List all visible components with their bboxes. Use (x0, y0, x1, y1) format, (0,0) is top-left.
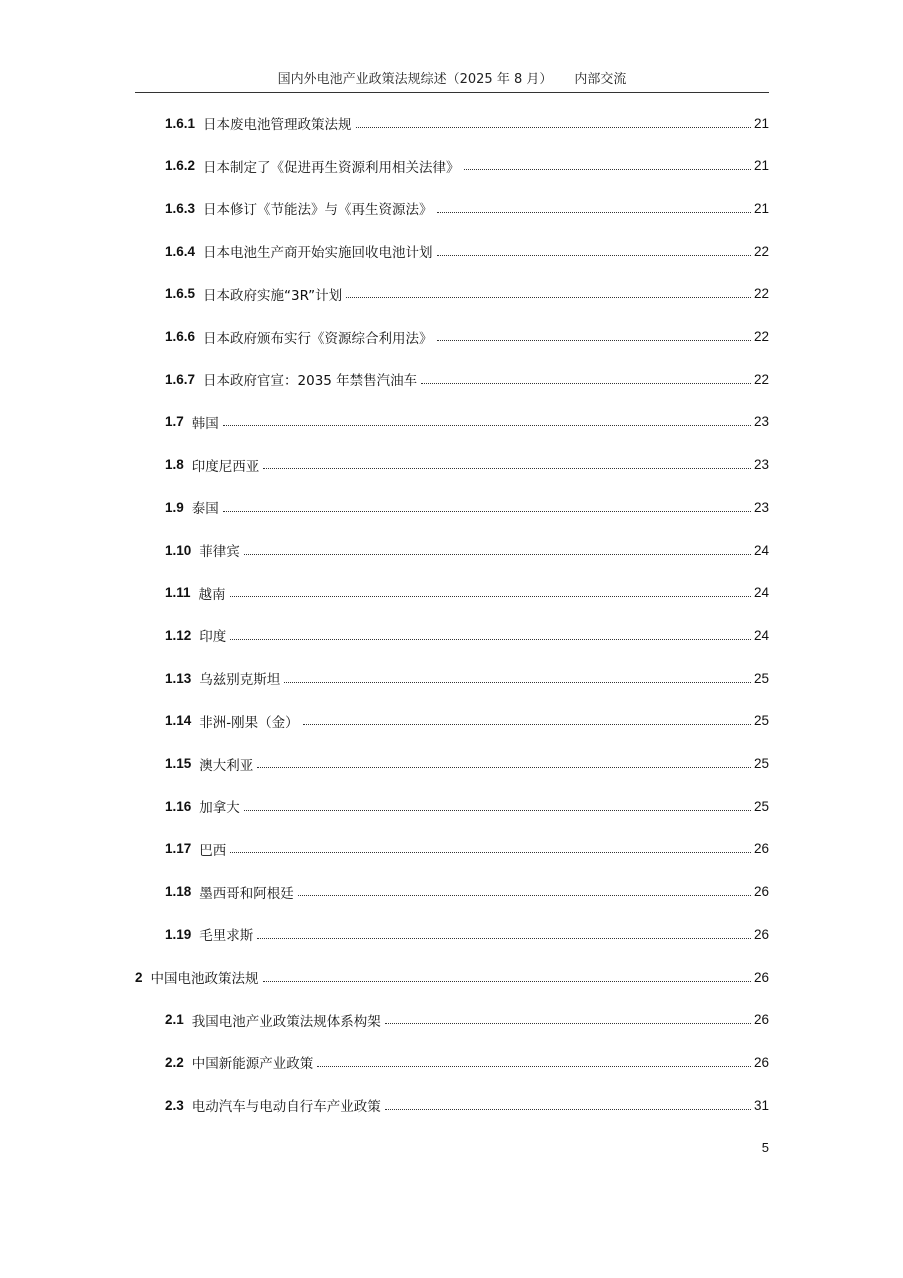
toc-entry-page: 26 (753, 884, 769, 900)
toc-entry-page: 21 (753, 200, 769, 216)
toc-entry[interactable] (165, 667, 769, 689)
toc-entry-title: 日本废电池管理政策法规 (203, 117, 352, 133)
toc-entry-page: 26 (753, 1054, 769, 1070)
toc-dot-leader (437, 212, 751, 213)
toc-entry-title: 印度尼西亚 (191, 458, 260, 475)
toc-entry-page: 21 (753, 115, 769, 131)
page-number: 5 (761, 1140, 769, 1155)
toc-entry-title: 乌兹别克斯坦 (199, 672, 281, 689)
toc-entry-page: 26 (753, 926, 769, 942)
toc-dot-leader (257, 767, 751, 768)
toc-entry-title: 澳大利亚 (199, 757, 254, 774)
toc-entry-page: 26 (753, 1012, 769, 1028)
toc-entry-title: 越南 (198, 586, 226, 603)
header-rule (135, 92, 769, 93)
toc-entry-title: 泰国 (191, 501, 219, 518)
toc-entry[interactable] (165, 582, 769, 604)
toc-entry-title: 加拿大 (199, 800, 240, 817)
toc-entry-number: 2.1 (165, 1012, 184, 1028)
toc-entry-number: 2.2 (165, 1054, 184, 1070)
toc-dot-leader (244, 810, 751, 811)
toc-entry[interactable] (165, 838, 769, 860)
toc-entry[interactable] (165, 539, 769, 561)
toc-dot-leader (385, 1023, 751, 1024)
toc-entry-number: 2 (135, 969, 143, 985)
toc-entry-number: 1.6.5 (165, 286, 196, 302)
toc-entry[interactable] (165, 496, 769, 518)
toc-entry-title: 电动汽车与电动自行车产业政策 (191, 1099, 381, 1116)
toc-entry-title: 日本制定了《促进再生资源利用相关法律》 (203, 159, 460, 176)
toc-dot-leader (437, 340, 751, 341)
toc-entry[interactable] (165, 155, 769, 177)
toc-entry[interactable] (165, 326, 769, 348)
toc-entry-page: 22 (753, 329, 769, 344)
toc-entry-title: 中国新能源产业政策 (191, 1056, 314, 1073)
toc-dot-leader (223, 425, 751, 426)
toc-entry-number: 1.6.1 (165, 115, 196, 131)
toc-entry-title: 日本电池生产商开始实施回收电池计划 (203, 245, 433, 262)
toc-dot-leader (421, 383, 751, 384)
toc-entry[interactable] (165, 454, 769, 476)
toc-entry-number: 1.9 (165, 499, 184, 515)
toc-dot-leader (230, 852, 751, 853)
toc-dot-leader (464, 169, 751, 170)
toc-dot-leader (437, 255, 751, 256)
toc-entry[interactable] (165, 240, 769, 262)
toc-entry-page: 31 (753, 1097, 769, 1113)
toc-dot-leader (284, 682, 751, 683)
toc-entry-title: 中国电池政策法规 (150, 971, 259, 987)
toc-entry[interactable] (165, 1094, 769, 1116)
toc-entry-page: 23 (753, 414, 769, 430)
toc-entry[interactable] (165, 795, 769, 817)
header-label: 内部交流 (574, 72, 627, 87)
toc-entry-title: 墨西哥和阿根廷 (199, 885, 294, 902)
toc-entry-title: 印度 (199, 629, 227, 646)
header-title: 国内外电池产业政策法规综述（2025 年 8 月） (277, 72, 553, 87)
toc-entry-page: 24 (753, 542, 769, 558)
toc-entry-title: 巴西 (199, 842, 227, 859)
toc-entry-page: 23 (753, 499, 769, 515)
toc-entry-page: 25 (753, 670, 769, 686)
toc-entry-page: 22 (753, 286, 769, 302)
toc-entry-number: 1.6.7 (165, 371, 196, 387)
toc-entry[interactable] (165, 411, 769, 433)
toc-entry-number: 1.17 (165, 841, 192, 857)
toc-dot-leader (385, 1109, 751, 1110)
toc-entry-number: 1.7 (165, 414, 184, 430)
toc-dot-leader (263, 468, 751, 469)
toc-entry-title: 毛里求斯 (199, 928, 254, 945)
toc-dot-leader (257, 938, 751, 939)
toc-entry-number: 2.3 (165, 1097, 184, 1113)
toc-entry-page: 26 (753, 841, 769, 857)
toc-entry-page: 25 (753, 713, 769, 729)
toc-entry-number: 1.13 (165, 670, 192, 686)
toc-dot-leader (244, 554, 751, 555)
toc-entry-title: 日本修订《节能法》与《再生资源法》 (203, 202, 433, 219)
toc-entry-page: 21 (753, 158, 769, 174)
toc-entry-number: 1.6.2 (165, 158, 196, 174)
toc-entry-page: 26 (753, 969, 769, 985)
toc-entry-number: 1.19 (165, 926, 192, 942)
toc-entry[interactable] (135, 966, 769, 988)
toc-dot-leader (303, 724, 751, 725)
toc-entry[interactable] (165, 753, 769, 775)
toc-dot-leader (263, 981, 751, 982)
toc-entry-page: 22 (753, 371, 769, 387)
toc-entry-title: 日本政府颁布实行《资源综合利用法》 (203, 330, 433, 347)
toc-entry-title: 非洲-刚果（金） (199, 714, 299, 731)
toc-dot-leader (356, 127, 751, 128)
toc-dot-leader (230, 596, 751, 597)
toc-entry-number: 1.6.6 (165, 329, 196, 344)
toc-entry-number: 1.8 (165, 457, 184, 473)
toc-entry-title: 韩国 (191, 415, 219, 432)
toc-entry[interactable] (165, 112, 769, 134)
toc-entry[interactable] (165, 368, 769, 390)
toc-entry-title: 日本政府实施“3R”计划 (203, 287, 343, 304)
toc-entry-number: 1.12 (165, 627, 192, 643)
toc-entry[interactable] (165, 1051, 769, 1073)
toc-entry[interactable] (165, 624, 769, 646)
toc-dot-leader (223, 511, 751, 512)
toc-entry-page: 22 (753, 243, 769, 259)
toc-entry-page: 24 (753, 585, 769, 601)
toc-entry-page: 25 (753, 756, 769, 771)
toc-entry-page: 24 (753, 627, 769, 643)
toc-entry[interactable] (165, 1009, 769, 1031)
toc-entry-number: 1.6.4 (165, 243, 196, 259)
toc-dot-leader (298, 895, 751, 896)
toc-entry-number: 1.18 (165, 884, 192, 900)
toc-entry-page: 25 (753, 798, 769, 814)
toc-entry-title: 日本政府官宣：2035 年禁售汽油车 (203, 373, 418, 390)
toc-entry-page: 23 (753, 457, 769, 473)
toc-entry[interactable] (165, 283, 769, 305)
toc-entry-number: 1.15 (165, 756, 192, 771)
toc-entry-number: 1.6.3 (165, 200, 196, 216)
toc-entry-number: 1.16 (165, 798, 192, 814)
running-header (135, 68, 769, 87)
toc-entry-number: 1.11 (165, 585, 191, 601)
toc-dot-leader (230, 639, 751, 640)
toc-entry-number: 1.14 (165, 713, 192, 729)
toc-entry-title: 菲律宾 (199, 544, 240, 560)
toc-entry-number: 1.10 (165, 542, 192, 558)
toc-entry[interactable] (165, 881, 769, 903)
toc-dot-leader (346, 297, 751, 298)
toc-entry[interactable] (165, 923, 769, 945)
toc-entry-title: 我国电池产业政策法规体系构架 (191, 1013, 381, 1030)
toc-entry[interactable] (165, 710, 769, 732)
toc-entry[interactable] (165, 197, 769, 219)
toc-dot-leader (317, 1066, 751, 1067)
